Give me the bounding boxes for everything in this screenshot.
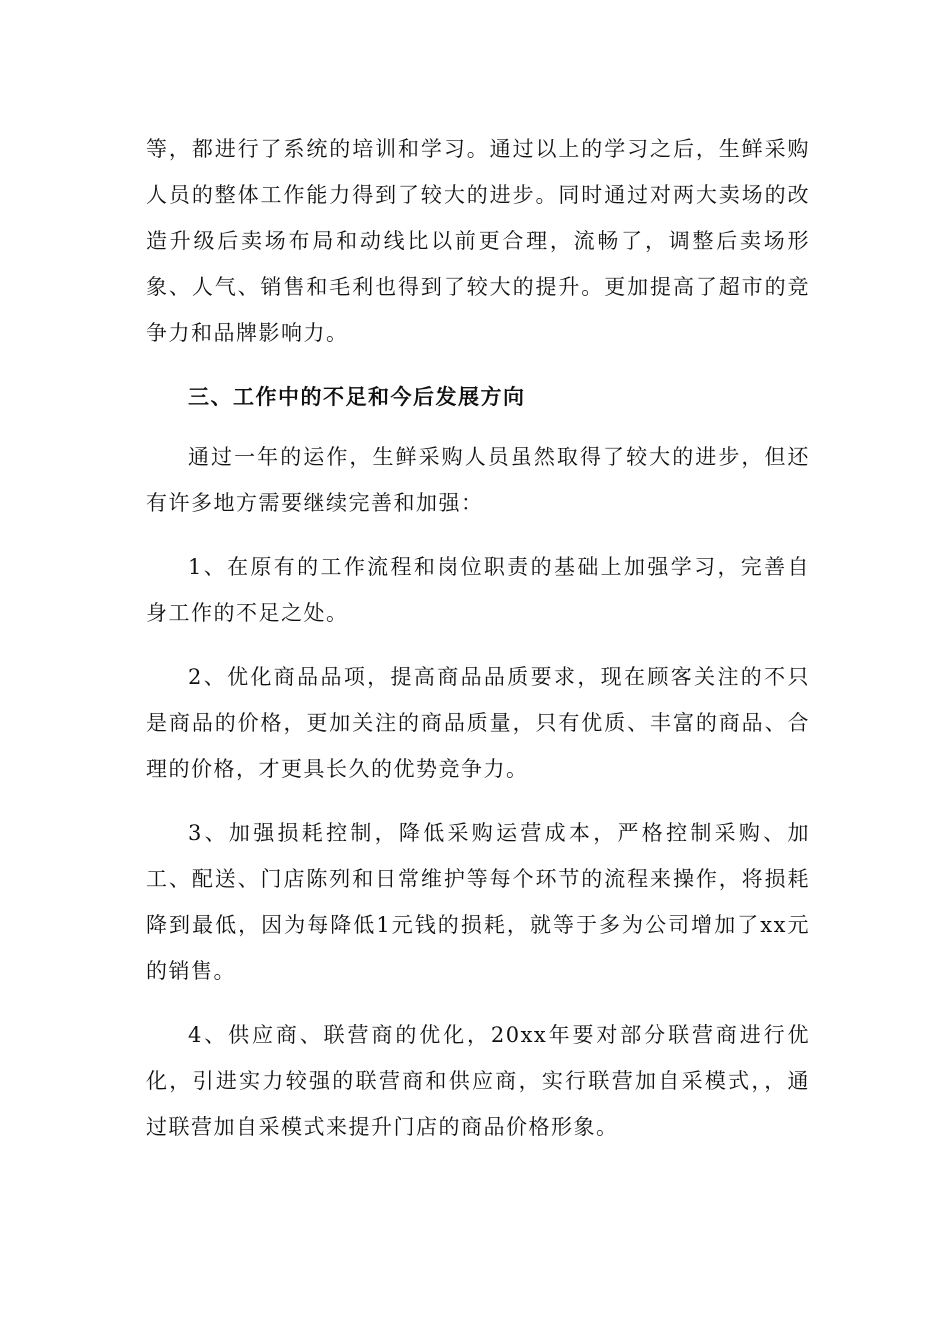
paragraph-intro: 通过一年的运作，生鲜采购人员虽然取得了较大的进步，但还有许多地方需要继续完善和加强：: [146, 445, 810, 515]
list-item-3: 3、加强损耗控制，降低采购运营成本，严格控制采购、加工、配送、门店陈列和日常维护等每个环节的流程来操作，将损耗降到最低，因为每降低1元钱的损耗，就等于多为公司增加了xx元的销售。: [146, 821, 810, 983]
list-item-2: 2、优化商品品项，提高商品品质要求，现在顾客关注的不只是商品的价格，更加关注的商品质量，只有优质、丰富的商品、合理的价格，才更具长久的优势竞争力。: [146, 665, 810, 781]
section-heading: 三、工作中的不足和今后发展方向: [188, 384, 526, 409]
list-item-4: 4、供应商、联营商的优化，20xx年要对部分联营商进行优化，引进实力较强的联营商和供应商，实行联营加自采模式，，通过联营加自采模式来提升门店的商品价格形象。: [146, 1023, 810, 1139]
list-item-1: 1、在原有的工作流程和岗位职责的基础上加强学习，完善自身工作的不足之处。: [146, 555, 810, 625]
document-body: [146, 126, 810, 1168]
paragraph-continuation: 等，都进行了系统的培训和学习。通过以上的学习之后，生鲜采购人员的整体工作能力得到了较大的进步。同时通过对两大卖场的改造升级后卖场布局和动线比以前更合理，流畅了，调整后卖场形象、人气、销售和毛利也得到了较大的提升。更加提高了超市的竞争力和品牌影响力。: [146, 137, 810, 345]
